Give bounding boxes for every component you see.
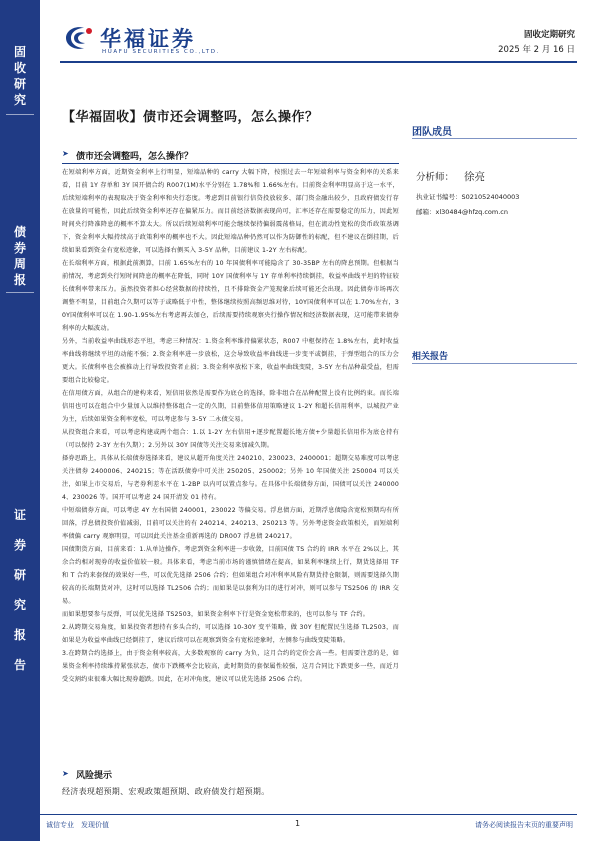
sidebar-char: 券	[13, 538, 26, 552]
body-paragraph: 在长端利率方面，根据此前测算，目前 1.65%左右的 10 年国债利率可能隐含了 30-35BP 左右的降息预期。但根据当前情况，考虑到央行短时间降息的概率在降低，同时 10Y 国债利率与 1Y 存单利率持续倒挂，收益率曲线平坦的特征较长债利率带来压力。虽然投资者担心经营数据的持续性，且不排除资金产笼现象后续可能还会出现。因此债券市场再次调整不明显，目前组合久期可以等于或略低于中性，整体继续按照高频思维对待，10Y国债利率可以在 1.70%左右，30Y国债利率可以在 1.90-1.95%左右考虑再去加仓，后续需要持续观察央行操作情况和经济数据表现，这可能带来债券利率的大幅波动。	[62, 260, 399, 332]
analyst-label: 分析师：	[416, 172, 455, 183]
cert-label: 执业证书编号：	[416, 193, 462, 201]
section-body	[62, 166, 399, 686]
related-divider	[412, 363, 577, 364]
logo-mark-icon	[62, 22, 96, 54]
body-paragraph: 国债期货方面，目前来看：1.从单边操作，考虑到资金利率进一步收敛，目前国债 TS 合约的 IRR 水平在 2%以上，其余合约相对现券的收益价值较一般。具体来看，考虑当前市场的谨慎情绪在提高，如果利率继续上行，期货选择用 TF 和 T 合约来套保的效果好一些，可以优先选择 2506 合约；但如果组合对冲利率风险有期货持仓限制，则需要选择久期较高的长端期货对冲，这时可以选择 TL2506 合约；而如果是以套利为目的进行对冲，则可以参与 TS2506 的 IRR 交易。	[62, 546, 399, 605]
footer-divider	[40, 814, 577, 815]
cert-value: S0210524040003	[461, 193, 520, 201]
analyst-name: 徐亮	[464, 171, 486, 183]
sidebar-char: 券	[13, 241, 26, 255]
sidebar-divider	[6, 292, 34, 293]
sidebar-divider	[6, 114, 34, 115]
sidebar-label-middle	[0, 224, 40, 288]
sidebar-char: 债	[13, 225, 26, 239]
team-heading: 团队成员	[412, 127, 452, 138]
risk-heading	[62, 767, 399, 783]
sidebar-char: 告	[13, 658, 26, 672]
body-paragraph: 另外，当前收益率曲线形态平坦，考虑三种情况：1.资金利率维持偏紧状态，R007 中枢保持在 1.8%左右，此时收益率曲线将继续平坦的动能不强；2.资金利率进一步放松，这会导致收益率曲线进一步变平或倒挂，于弹型组合的压力会更大。长债利率也会被推动上行导致投资者止损；3.资金利率放松下来，收益率曲线变陡，3-5Y 左右品种最受益，但需要组合比较稳定。	[62, 338, 399, 384]
sidebar-label-bottom	[0, 500, 40, 680]
body-paragraph: 择券思路上，具体从长端债券选择来看，建议从超开角度关注 240210、230023、2400001；超期交易难度可以考虑关注债券 2400006、240215；等在活跃债券中可关注 250205、250002；另外 10 年国债关注 250004 可以关注，如果上市交易后，与老券利差水平在 1-2BP 以内可以置点参与。在具体中长端债券方面，国债可以关注 2400004、230026 等。国开可以考虑 24 国开清发 01 持有。	[62, 455, 399, 501]
cert-row	[416, 192, 576, 201]
body-paragraph: 在短端利率方面，近期资金利率上行明显，短端品种的 carry 大幅下降，按照过去一年短端利率与资金利率的关系来看，目前 1Y 存单和 3Y 国开债合约 R007(1M)水平分别在 1.78%和 1.66%左右。目前资金利率明显高于这一水平，后续短端利率的表现取决于资金利率和央行态度。考虑到目前银行信贷投放较多、部门资金融出较少，且政府债发行存在放量的可能性，因此后续资金利率还存在偏紧压力。而目前经济数据表现尚可，汇率还存在需要稳定的压力，因此短时间央行降准降息的概率不算太大。所以后续短端利率可能会继续保持偏弱震荡格局，但在流动性宽松的货币政策基调下，资金利率大幅持续高于政策利率的概率也不大。因此短端品种仍然可以作为防御性的标配，但不建议在倒挂期，后续如果看到资金有宽松迹象，可以选择右侧买入 3-5Y 品种，目前建议 1-2Y 左右标配。	[62, 169, 399, 254]
body-paragraph: 2.从跨期交易角度，如果投资者想持有多头合约，可以选择 10-30Y 变平策略，做 30Y 但配置民生选择 TL2503，而如果是为收益率曲线已经倒挂了，建议后续可以在观察到资金有宽松迹象时，左侧参与曲线变陡策略。	[62, 624, 399, 644]
footer-disclaimer: 请务必阅读报告末页的重要声明	[475, 821, 573, 829]
sidebar-char: 周	[13, 257, 26, 271]
body-paragraph: 从投资组合来看，可以考虑构建或两个组合：1.以 1-2Y 左右信用+逐步配置超长地方债+少量超长信用作为底仓持有（可以保持 2-3Y 左右久期）；2.另外以 30Y 国债等关注交易来加减久期。	[62, 429, 399, 449]
page-number: 1	[295, 819, 301, 828]
report-date: 2025 年 2 月 16 日	[498, 45, 575, 55]
footer-slogan: 诚信专业 发现价值	[46, 821, 109, 829]
header-divider	[60, 61, 577, 63]
arrow-right-icon: ➤	[62, 769, 69, 778]
section-heading	[62, 146, 399, 164]
sidebar-label-top	[0, 44, 40, 108]
team-divider	[412, 138, 577, 139]
risk-heading-text: 风险提示	[76, 771, 113, 781]
sidebar-char: 收	[13, 61, 26, 75]
logo-text-cn: 华福证券	[100, 27, 196, 51]
risk-text: 经济表现超预期、宏观政策超预期、政府债发行超预期。	[62, 787, 270, 796]
logo-text-en: HUAFU SECURITIES CO.,LTD.	[102, 49, 220, 55]
email-row	[416, 207, 576, 216]
sidebar-char: 固	[13, 45, 26, 59]
sidebar-char: 报	[13, 628, 26, 642]
body-paragraph: 在信用债方面，从组合的建构来看，短信用依然是需要作为底仓的选择，除非组合在品种配置上没有比例约束。而长端信用也可以在组合中少量加入以维持整体组合一定的久期，目前整体信用策略建议 1-2Y 和超长信用利率，以城投产业为主，后续如果资金利率宽松，可以考虑参与 3-5Y 二永债交易。	[62, 390, 399, 423]
related-reports-heading: 相关报告	[412, 352, 449, 362]
sidebar-char: 究	[13, 598, 26, 612]
body-paragraph: 3.在跨期合约选择上，由于资金利率较高，大多数观察的 carry 为负，这月合约的定价会高一些。但需要注意的是，如果资金利率持续维持紧张状态，债市下跌概率会比较高，此时期货的套保属性较强，这月合同比下跌更多一些，而近月受交割约束很难大幅比现券超跌。因此，在对冲角度，建议可以优先选择 2506 合约。	[62, 650, 399, 683]
analyst-name-row	[416, 169, 576, 184]
sidebar-char: 研	[13, 568, 26, 582]
sidebar-char: 报	[13, 273, 26, 287]
report-type: 固收定期研究	[523, 30, 575, 40]
body-paragraph: 中短端债券方面，可以考虑 4Y 左右国债 240001，230022 等偏交易。浮息债方面，近期浮息债隐含宽松预期均有所回落，浮息债投资价值减弱，目前可以关注的有 240214、240213、250213 等。另外考虑资金政策相关，而短端利率债偏 carry 观察明显，可以因此关注基金重新再选的 DR007 浮息债 240217。	[62, 507, 399, 540]
sidebar-char: 研	[13, 77, 26, 91]
section-heading-text: 债市还会调整吗，怎么操作？	[76, 152, 194, 162]
sidebar	[0, 0, 40, 841]
sidebar-char: 证	[13, 508, 26, 522]
sidebar-char: 究	[13, 93, 26, 107]
company-logo	[62, 22, 220, 58]
analyst-panel	[416, 169, 576, 216]
email-label: 邮箱：	[416, 208, 436, 216]
arrow-right-icon: ➤	[62, 149, 69, 158]
header-meta	[498, 28, 575, 58]
main-content	[62, 146, 399, 686]
email-value[interactable]: xl30484@hfzq.com.cn	[435, 208, 508, 216]
report-title: 【华福固收】债市还会调整吗，怎么操作？	[62, 110, 319, 125]
body-paragraph: 而如果想要参与反弹，可以优先选择 TS2503，如果资金利率下行是资金宽松带来的，也可以参与 TF 合约。	[62, 611, 370, 618]
